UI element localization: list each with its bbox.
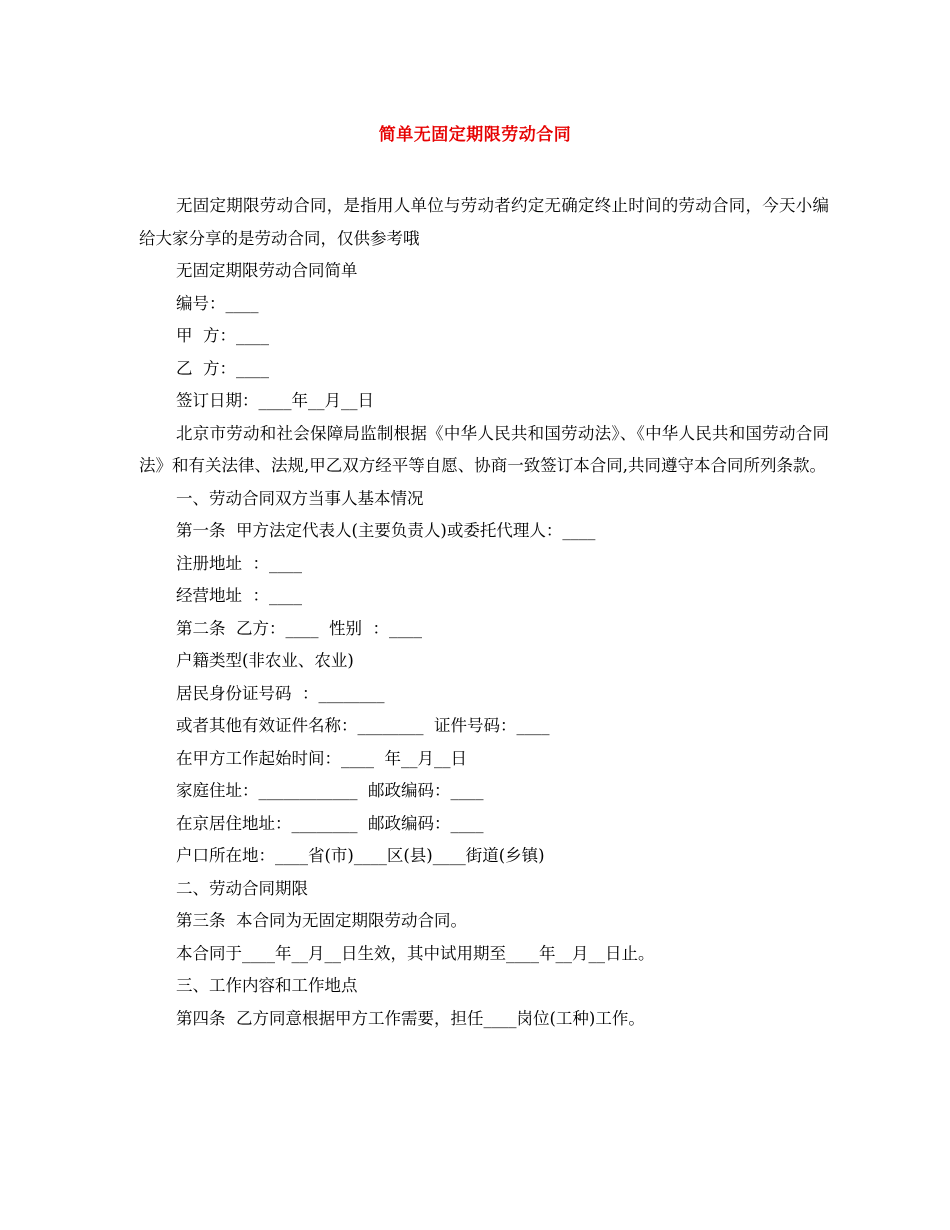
contract-subtitle: 无固定期限劳动合同简单 (176, 261, 358, 280)
beijing-address-line: 在京居住地址：________ 邮政编码：____ (176, 813, 484, 833)
registered-address-line: 注册地址 ：____ (176, 553, 302, 573)
home-address-line: 家庭住址：____________ 邮政编码：____ (176, 781, 484, 800)
article-3-line: 第三条 本合同为无固定期限劳动合同。 (176, 911, 467, 930)
article-1-line: 第一条 甲方法定代表人(主要负责人)或委托代理人：____ (176, 521, 596, 540)
hukou-location-line: 户口所在地：____省(市)____区(县)____街道(乡镇) (176, 846, 545, 865)
household-type-line: 户籍类型(非农业、农业) (176, 651, 354, 670)
start-date-line: 在甲方工作起始时间：____ 年__月__日 (176, 748, 467, 768)
article-2-line: 第二条 乙方：____ 性别 ：____ (176, 618, 422, 638)
document-body (139, 190, 829, 1035)
section-3-heading: 三、工作内容和工作地点 (176, 976, 358, 995)
section-2-heading: 二、劳动合同期限 (176, 878, 308, 898)
preamble-paragraph: 北京市劳动和社会保障局监制根据《中华人民共和国劳动法》、《中华人民共和国劳动合同法》和有关法律、法规,甲乙双方经平等自愿、协商一致签订本合同,共同遵守本合同所列条款。 (139, 423, 829, 475)
id-number-line: 居民身份证号码 ：________ (176, 683, 385, 703)
contract-number-line: 编号：____ (176, 293, 259, 313)
article-4-line: 第四条 乙方同意根据甲方工作需要，担任____岗位(工种)工作。 (176, 1008, 645, 1028)
intro-paragraph: 无固定期限劳动合同，是指用人单位与劳动者约定无确定终止时间的劳动合同，今天小编给大家分享的是劳动合同，仅供参考哦 (139, 196, 829, 248)
document-title: 简单无固定期限劳动合同 (378, 125, 572, 145)
party-b-line: 乙 方：____ (176, 358, 269, 378)
section-1-heading: 一、劳动合同双方当事人基本情况 (176, 488, 424, 508)
business-address-line: 经营地址 ：____ (176, 586, 302, 605)
other-id-line: 或者其他有效证件名称：________ 证件号码：____ (176, 716, 550, 735)
effective-date-line: 本合同于____年__月__日生效，其中试用期至____年__月__日止。 (176, 943, 655, 963)
signing-date-line: 签订日期：____年__月__日 (176, 391, 374, 410)
party-a-line: 甲 方：____ (176, 326, 269, 345)
